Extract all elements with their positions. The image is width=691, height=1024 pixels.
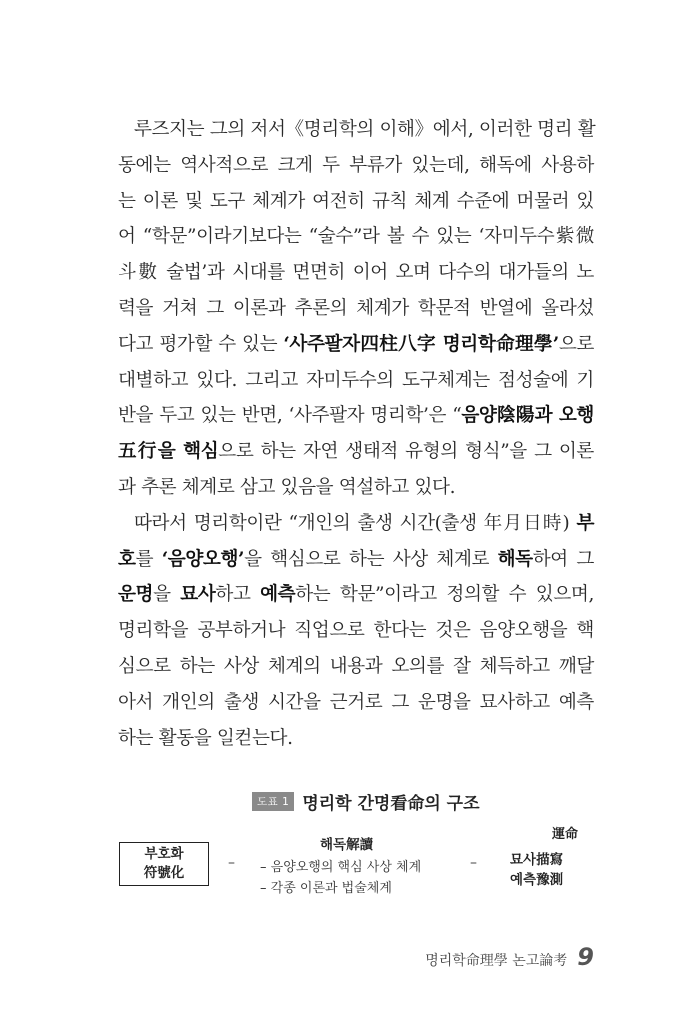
bold-term: 해독 xyxy=(497,548,533,570)
connector-dash: – xyxy=(470,855,477,871)
text-run: 을 xyxy=(153,584,181,606)
bold-term: 묘사 xyxy=(180,584,216,606)
text-line: 력을 거쳐 그 이론과 추론의 체계가 학문적 반열에 올라섰 xyxy=(118,297,594,319)
text-run: 반을 두고 있는 반면, ‘사주팔자 명리학’은 “ xyxy=(118,405,462,427)
text-run: 으로 하는 자연 생태적 유형의 형식”을 그 이론 xyxy=(218,441,594,463)
text-run: 으로 xyxy=(558,333,594,355)
text-run: 따라서 명리학이란 “개인의 출생 시간(출생 年月日時) xyxy=(134,512,577,534)
running-title: 명리학命理學 논고論考 xyxy=(425,953,568,969)
bold-term: 예측 xyxy=(260,584,296,606)
text-run: 하는 학문”이라고 정의할 수 있으며, xyxy=(295,584,594,606)
text-line: 명리학을 공부하거나 직업으로 한다는 것은 음양오행을 핵 xyxy=(118,620,594,642)
text-line: 과 추론 체계로 삼고 있음을 역설하고 있다. xyxy=(118,476,456,498)
page-number: 9 xyxy=(577,943,594,971)
decoding-title: 해독解讀 xyxy=(320,837,374,853)
text-line: 루즈지는 그의 저서《명리학의 이해》에서, 이러한 명리 활 xyxy=(134,119,596,140)
text-line: 아서 개인의 출생 시간을 근거로 그 운명을 묘사하고 예측 xyxy=(118,691,594,713)
decoding-item: – 각종 이론과 법술체계 xyxy=(260,881,392,896)
text-run: 을 핵심으로 하는 사상 체계로 xyxy=(244,548,498,570)
bold-term: 호 xyxy=(118,548,136,570)
text-line: 동에는 역사적으로 크게 두 부류가 있는데, 해독에 사용하 xyxy=(118,154,594,176)
bold-term: ‘음양오행’ xyxy=(161,548,245,570)
bold-term: ‘사주팔자四柱八字 명리학命理學’ xyxy=(283,333,559,355)
text-line: 대별하고 있다. 그리고 자미두수의 도구체계는 점성술에 기 xyxy=(118,369,594,391)
encoding-box xyxy=(119,842,209,886)
bold-term: 五行을 핵심 xyxy=(118,441,219,463)
text-run: 하고 xyxy=(215,584,261,606)
bold-term: 음양陰陽과 오행 xyxy=(461,405,594,427)
figure-title: 명리학 간명看命의 구조 xyxy=(302,794,480,814)
decoding-item: – 음양오행의 핵심 사상 체계 xyxy=(260,860,422,875)
connector-dash: – xyxy=(228,855,235,871)
bold-term: 운명 xyxy=(118,584,154,606)
box-label-korean: 부호화 xyxy=(144,846,184,862)
text-run: 를 xyxy=(135,548,162,570)
text-run: 하여 그 xyxy=(532,548,594,570)
text-line: 심으로 하는 사상 체계의 내용과 오의를 잘 체득하고 깨달 xyxy=(118,655,594,677)
text-line: 斗數 술법’과 시대를 면면히 이어 오며 다수의 대가들의 노 xyxy=(118,262,594,284)
text-line: 어 “학문”이라기보다는 “술수”라 볼 수 있는 ‘자미두수紫微 xyxy=(118,226,594,248)
box-label-hanja: 符號化 xyxy=(143,865,185,881)
text-run: 다고 평가할 수 있는 xyxy=(118,333,284,355)
bold-term: 부 xyxy=(576,512,594,534)
figure-badge: 도표 1 xyxy=(252,792,294,811)
text-line: 하는 활동을 일컫는다. xyxy=(118,727,293,749)
prediction-label: 예측豫測 xyxy=(510,872,564,888)
destiny-label: 運命 xyxy=(552,827,579,842)
description-label: 묘사描寫 xyxy=(510,852,564,868)
text-line: 는 이론 및 도구 체계가 여전히 규칙 체계 수준에 머물러 있 xyxy=(118,190,594,212)
page-footer xyxy=(425,943,594,971)
